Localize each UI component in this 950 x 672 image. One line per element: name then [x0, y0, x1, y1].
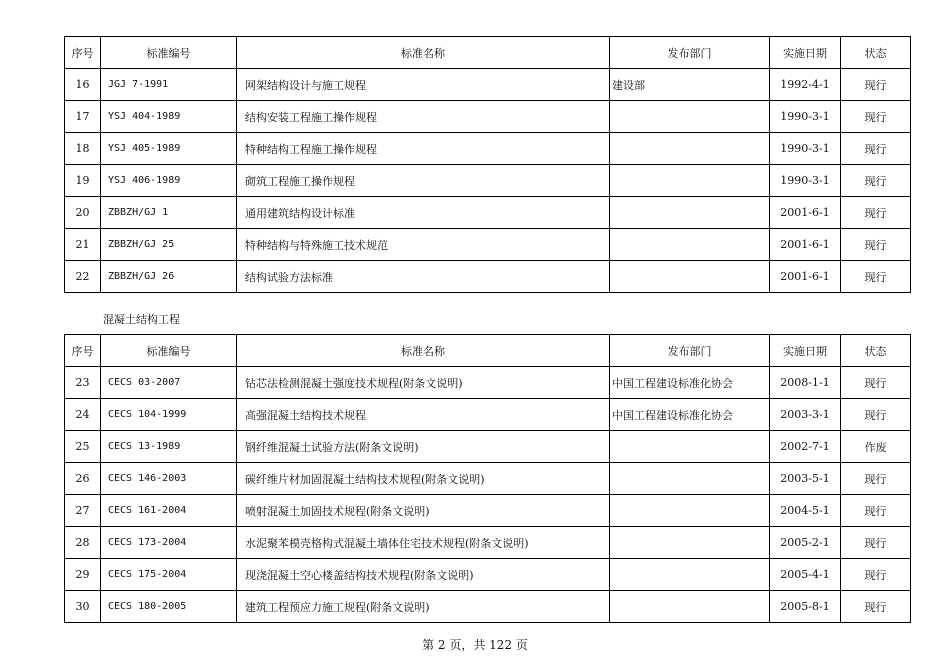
cell-standard-code: CECS 146-2003 — [101, 463, 237, 495]
header-dept: 发布部门 — [610, 335, 770, 367]
cell-issuing-dept — [610, 165, 770, 197]
cell-standard-code: CECS 175-2004 — [101, 559, 237, 591]
cell-standard-name: 结构试验方法标准 — [237, 261, 610, 293]
cell-effective-date: 2003-5-1 — [770, 463, 841, 495]
header-dept: 发布部门 — [610, 37, 770, 69]
cell-status: 现行 — [841, 559, 911, 591]
table-row — [65, 527, 911, 559]
header-code: 标准编号 — [101, 37, 237, 69]
cell-seq-no: 23 — [65, 367, 101, 399]
table-header-row — [65, 335, 911, 367]
table-row — [65, 261, 911, 293]
cell-seq-no: 29 — [65, 559, 101, 591]
cell-effective-date: 2002-7-1 — [770, 431, 841, 463]
header-name: 标准名称 — [237, 37, 610, 69]
cell-standard-name: 钻芯法检测混凝土强度技术规程(附条文说明) — [237, 367, 610, 399]
cell-issuing-dept — [610, 229, 770, 261]
cell-issuing-dept — [610, 197, 770, 229]
cell-effective-date: 1990-3-1 — [770, 165, 841, 197]
cell-status: 现行 — [841, 527, 911, 559]
cell-seq-no: 30 — [65, 591, 101, 623]
cell-issuing-dept — [610, 101, 770, 133]
header-status: 状态 — [841, 335, 911, 367]
cell-standard-name: 现浇混凝土空心楼盖结构技术规程(附条文说明) — [237, 559, 610, 591]
cell-seq-no: 17 — [65, 101, 101, 133]
cell-issuing-dept — [610, 431, 770, 463]
cell-standard-name: 砌筑工程施工操作规程 — [237, 165, 610, 197]
page-footer: 第 2 页，共 122 页 — [422, 638, 528, 652]
table-row — [65, 101, 911, 133]
table-row — [65, 463, 911, 495]
cell-standard-code: YSJ 405-1989 — [101, 133, 237, 165]
cell-status: 现行 — [841, 101, 911, 133]
cell-effective-date: 2008-1-1 — [770, 367, 841, 399]
cell-seq-no: 19 — [65, 165, 101, 197]
cell-issuing-dept — [610, 591, 770, 623]
cell-seq-no: 24 — [65, 399, 101, 431]
cell-status: 现行 — [841, 495, 911, 527]
cell-status: 现行 — [841, 133, 911, 165]
cell-status: 现行 — [841, 165, 911, 197]
cell-seq-no: 26 — [65, 463, 101, 495]
cell-issuing-dept — [610, 495, 770, 527]
table-header-row — [65, 37, 911, 69]
table-row — [65, 399, 911, 431]
cell-standard-code: CECS 03-2007 — [101, 367, 237, 399]
cell-effective-date: 1990-3-1 — [770, 133, 841, 165]
cell-standard-code: ZBBZH/GJ 26 — [101, 261, 237, 293]
cell-standard-name: 高强混凝土结构技术规程 — [237, 399, 610, 431]
cell-status: 现行 — [841, 367, 911, 399]
header-name: 标准名称 — [237, 335, 610, 367]
cell-seq-no: 20 — [65, 197, 101, 229]
table-row — [65, 165, 911, 197]
cell-standard-name: 网架结构设计与施工规程 — [237, 69, 610, 101]
table-row — [65, 591, 911, 623]
cell-status: 现行 — [841, 229, 911, 261]
header-date: 实施日期 — [770, 37, 841, 69]
header-status: 状态 — [841, 37, 911, 69]
cell-standard-name: 喷射混凝土加固技术规程(附条文说明) — [237, 495, 610, 527]
table-row — [65, 495, 911, 527]
cell-standard-code: YSJ 406-1989 — [101, 165, 237, 197]
cell-issuing-dept: 建设部 — [610, 69, 770, 101]
cell-standard-code: YSJ 404-1989 — [101, 101, 237, 133]
standards-table-2 — [64, 334, 911, 623]
cell-issuing-dept — [610, 133, 770, 165]
cell-standard-code: CECS 161-2004 — [101, 495, 237, 527]
cell-effective-date: 2001-6-1 — [770, 261, 841, 293]
cell-standard-code: JGJ 7-1991 — [101, 69, 237, 101]
table-row — [65, 367, 911, 399]
cell-effective-date: 2005-4-1 — [770, 559, 841, 591]
cell-status: 现行 — [841, 399, 911, 431]
cell-seq-no: 16 — [65, 69, 101, 101]
cell-standard-name: 碳纤维片材加固混凝土结构技术规程(附条文说明) — [237, 463, 610, 495]
table-row — [65, 229, 911, 261]
cell-issuing-dept — [610, 261, 770, 293]
cell-standard-name: 特种结构工程施工操作规程 — [237, 133, 610, 165]
cell-standard-name: 通用建筑结构设计标准 — [237, 197, 610, 229]
standards-table-1 — [64, 36, 911, 293]
cell-effective-date: 1990-3-1 — [770, 101, 841, 133]
table-row — [65, 69, 911, 101]
cell-standard-code: ZBBZH/GJ 1 — [101, 197, 237, 229]
cell-effective-date: 1992-4-1 — [770, 69, 841, 101]
cell-standard-name: 水泥聚苯模壳格构式混凝土墙体住宅技术规程(附条文说明) — [237, 527, 610, 559]
cell-issuing-dept: 中国工程建设标准化协会 — [610, 399, 770, 431]
cell-standard-name: 钢纤维混凝土试验方法(附条文说明) — [237, 431, 610, 463]
cell-status: 现行 — [841, 261, 911, 293]
cell-standard-name: 特种结构与特殊施工技术规范 — [237, 229, 610, 261]
cell-seq-no: 18 — [65, 133, 101, 165]
cell-effective-date: 2001-6-1 — [770, 229, 841, 261]
cell-standard-name: 建筑工程预应力施工规程(附条文说明) — [237, 591, 610, 623]
cell-standard-code: CECS 104-1999 — [101, 399, 237, 431]
cell-status: 现行 — [841, 591, 911, 623]
cell-effective-date: 2005-2-1 — [770, 527, 841, 559]
cell-issuing-dept — [610, 463, 770, 495]
cell-effective-date: 2004-5-1 — [770, 495, 841, 527]
cell-effective-date: 2005-8-1 — [770, 591, 841, 623]
cell-status: 现行 — [841, 463, 911, 495]
cell-seq-no: 28 — [65, 527, 101, 559]
cell-issuing-dept — [610, 527, 770, 559]
cell-standard-code: CECS 180-2005 — [101, 591, 237, 623]
cell-effective-date: 2001-6-1 — [770, 197, 841, 229]
cell-seq-no: 27 — [65, 495, 101, 527]
cell-standard-code: CECS 13-1989 — [101, 431, 237, 463]
cell-effective-date: 2003-3-1 — [770, 399, 841, 431]
table-row — [65, 197, 911, 229]
cell-standard-code: ZBBZH/GJ 25 — [101, 229, 237, 261]
cell-seq-no: 25 — [65, 431, 101, 463]
cell-issuing-dept — [610, 559, 770, 591]
cell-issuing-dept: 中国工程建设标准化协会 — [610, 367, 770, 399]
cell-status: 现行 — [841, 197, 911, 229]
cell-standard-code: CECS 173-2004 — [101, 527, 237, 559]
header-date: 实施日期 — [770, 335, 841, 367]
cell-standard-name: 结构安装工程施工操作规程 — [237, 101, 610, 133]
cell-status: 作废 — [841, 431, 911, 463]
header-no: 序号 — [65, 37, 101, 69]
table-row — [65, 559, 911, 591]
header-code: 标准编号 — [101, 335, 237, 367]
cell-seq-no: 21 — [65, 229, 101, 261]
table-row — [65, 133, 911, 165]
cell-status: 现行 — [841, 69, 911, 101]
cell-seq-no: 22 — [65, 261, 101, 293]
table-row — [65, 431, 911, 463]
section-title: 混凝土结构工程 — [103, 313, 180, 326]
header-no: 序号 — [65, 335, 101, 367]
